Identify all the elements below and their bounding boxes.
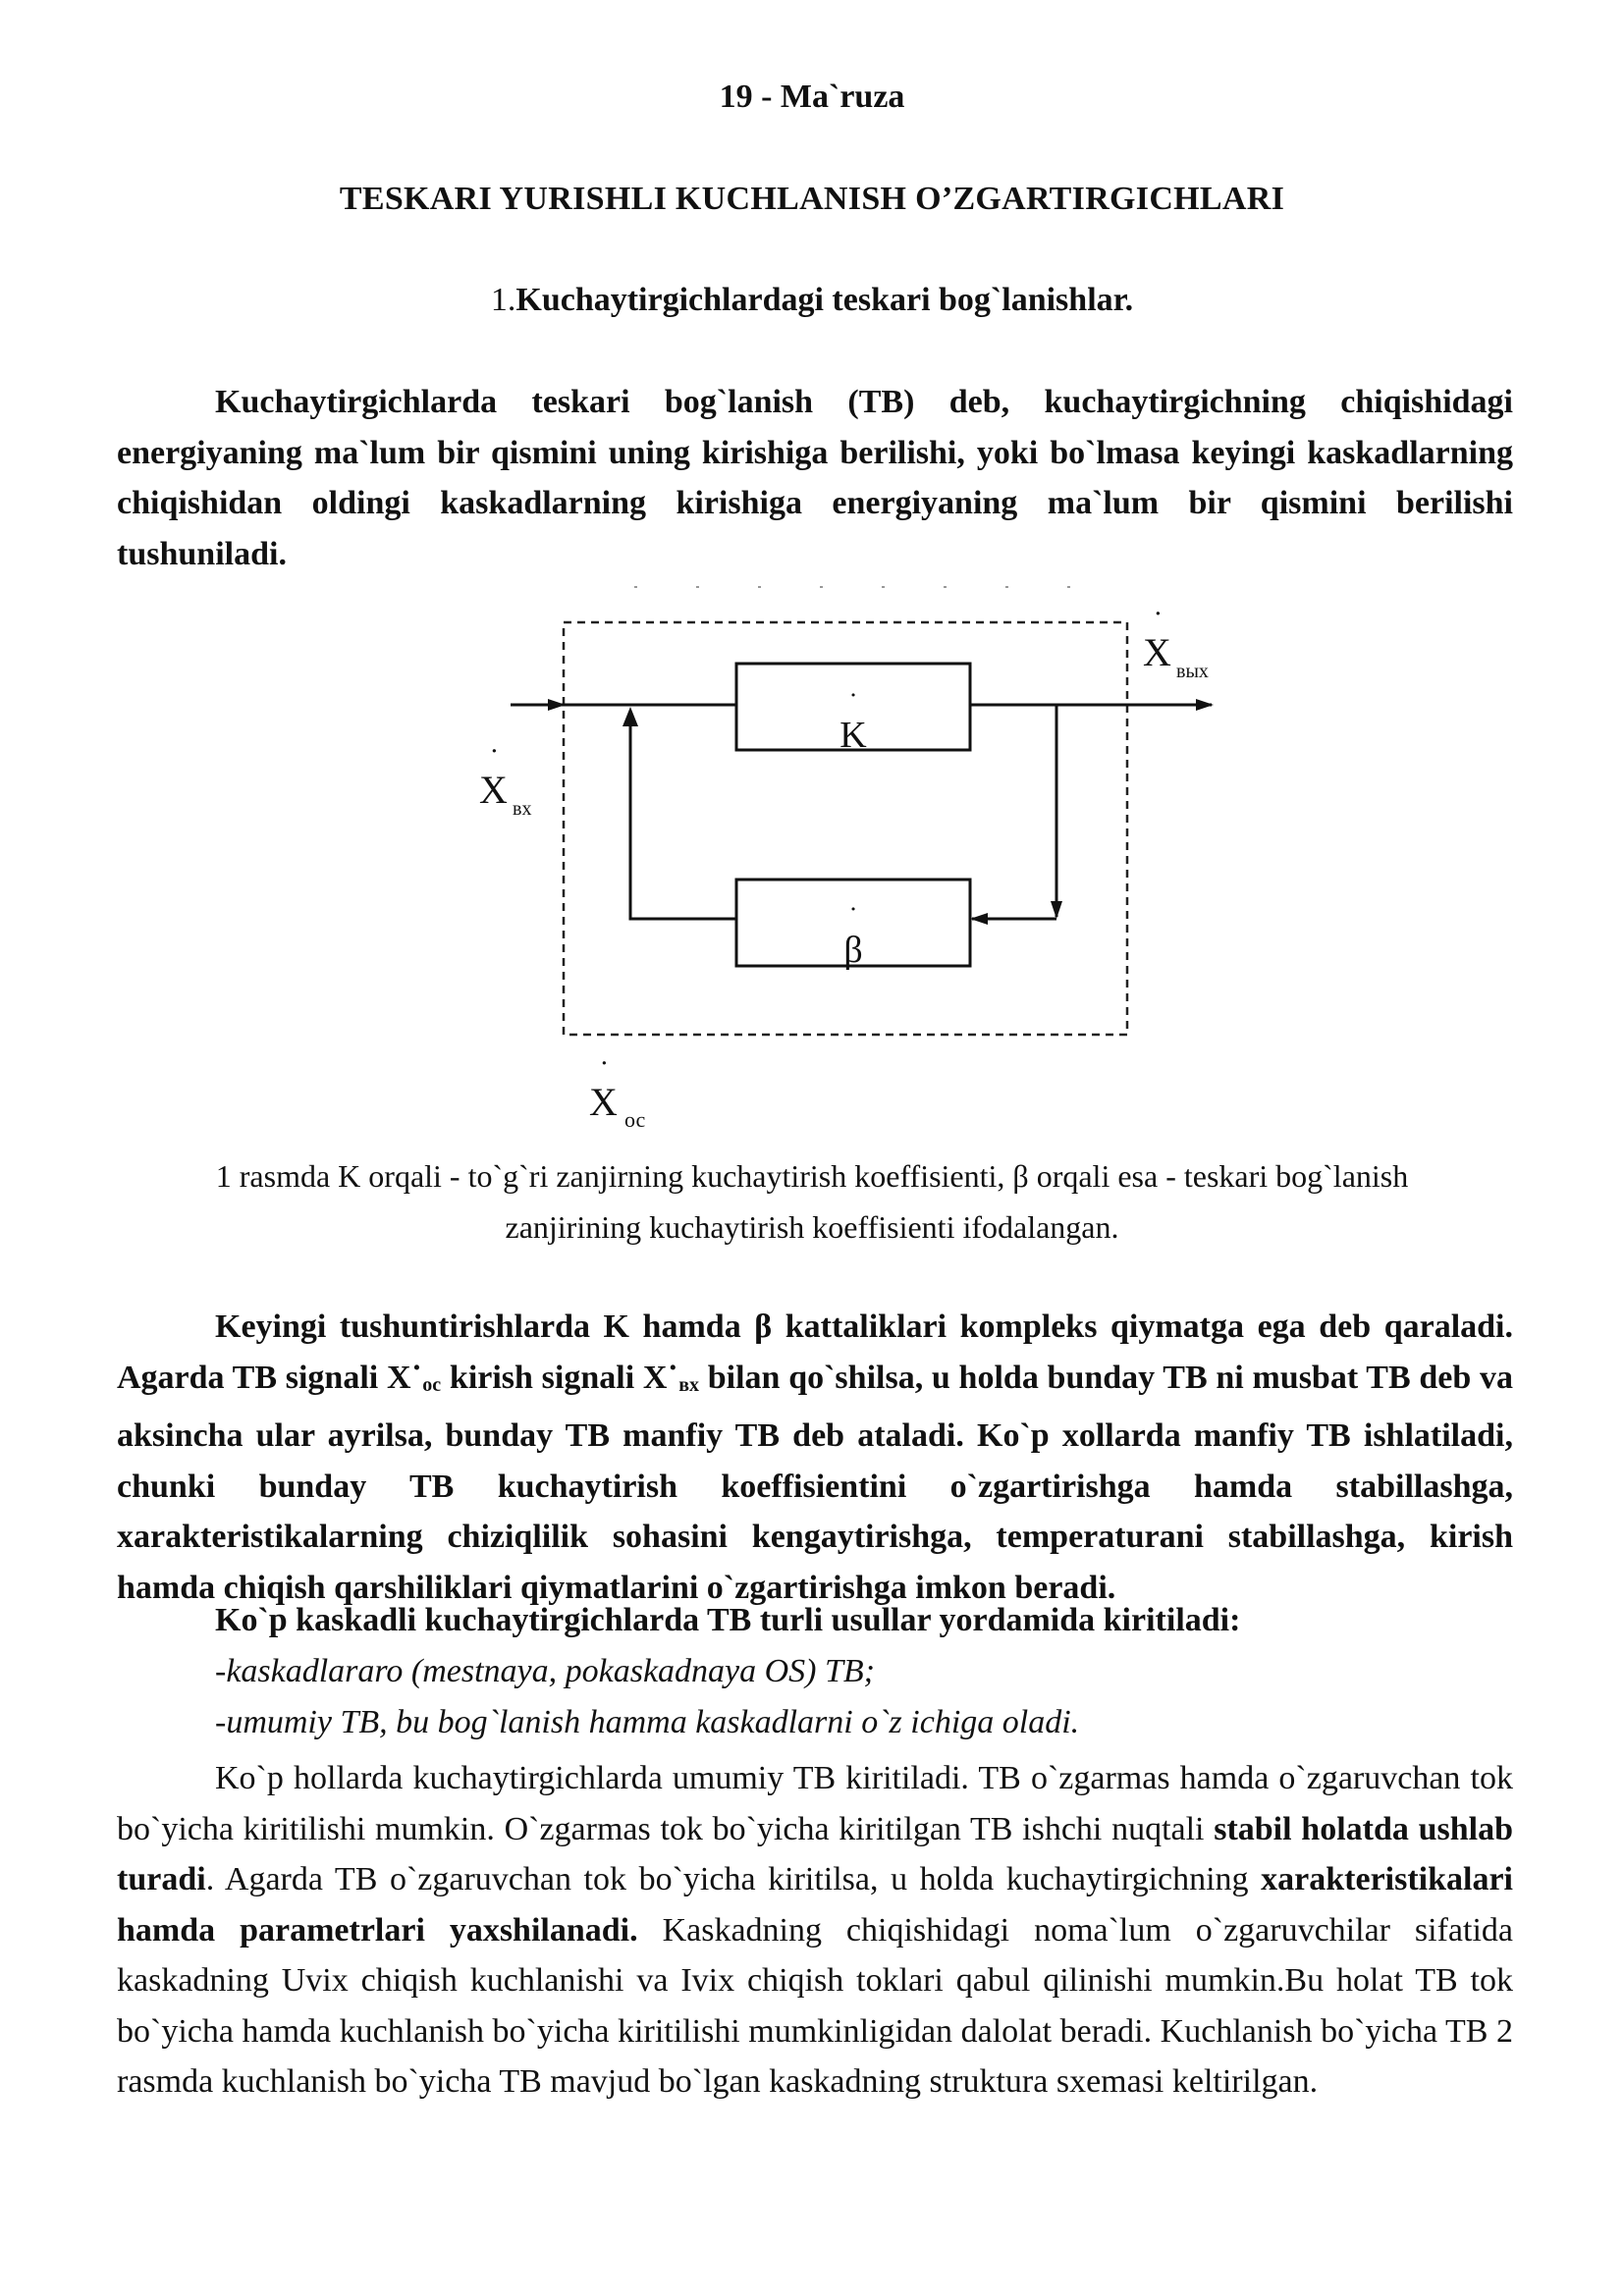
forward-block-label: K [839, 715, 867, 756]
method-item-global: -umumiy TB, bu bog`lanish hamma kaskadlarni o`z ichiga oladi. [215, 1704, 1080, 1740]
method-item-local: -kaskadlararo (mestnaya, pokaskadnaya OS) TB; [215, 1653, 875, 1689]
page-title: TESKARI YURISHLI KUCHLANISH O’ZGARTIRGICHLARI [339, 181, 1285, 217]
paragraph-text: Kaskadning chiqishidagi noma`lum o`zgaruvchilar sifatida kaskadning Uvix chiqish kuchlanishi va Ivix chiqish toklari qabul qilinishi mumkin.Bu holat TB tok bo`yicha hamda kuchlanish bo`yicha kiritilishi mumkinligidan dalolat beradi. Kuchlanish bo`yicha TB 2 rasmda kuchlanish bo`yicha TB mavjud bo`lgan kaskadning struktura sxemasi keltirilgan. [117, 1911, 1513, 2100]
input-signal-dot: ˙ [489, 741, 500, 776]
feedback-block-diagram [442, 567, 1227, 1147]
methods-intro-line: Ko`p kaskadli kuchaytirgichlarda TB turli usullar yordamida kiritiladi: [215, 1602, 1241, 1638]
feedback-arrowhead [623, 707, 638, 726]
paragraph-text: bilan qo`shilsa, u holda bunday TB ni musbat TB deb va aksincha ular ayrilsa, bunday TB manfiy TB deb ataladi. Ko`p xollarda manfiy TB ishlatiladi, chunki bunday TB kuchaytirish koeffisientini o`zgartirishga hamda stabillashga, xarakteristikalarning chiziqlilik sohasini kengaytirishga, temperaturani stabillashga, kirish hamda chiqish qarshiliklari qiymatlarini o`zgartirishga imkon beradi. [117, 1359, 1513, 1606]
input-signal-sub: вх [513, 798, 532, 820]
feedback-block-label: β [843, 930, 863, 971]
paragraph-signal-types [117, 1302, 1513, 1613]
emphasis-text: xarakteristikalari hamda parametrlari yaxshilanadi. [117, 1861, 1513, 1949]
input-signal-label: X [479, 768, 508, 812]
paragraph-text: Ko`p hollarda kuchaytirgichlarda umumiy TB kiritiladi. TB o`zgarmas hamda o`zgaruvchan tok bo`yicha kiritilishi mumkin. O`zgarmas tok bo`yicha kiritilgan TB ishchi nuqtali [117, 1760, 1513, 1847]
output-signal-dot: ˙ [1153, 604, 1164, 639]
figure-caption: 1 rasmda K orqali - to`g`ri zanjirning kuchaytirish koeffisienti, β orqali esa - teskari bog`lanish zanjirining kuchaytirish koeffisienti ifodalangan. [215, 1158, 1409, 1245]
emphasis-text: stabil holatda ushlab turadi [117, 1810, 1513, 1897]
feedback-signal-dot: ˙ [599, 1053, 610, 1089]
output-signal-sub: вых [1176, 661, 1209, 682]
lecture-number: 19 - Ma`ruza [719, 79, 905, 115]
forward-block-dot: ˙ [848, 687, 858, 720]
paragraph-text: kirish signali X˙ [441, 1359, 679, 1396]
feedback-signal-sub: ос [624, 1107, 646, 1132]
feedback-signal-label: X [589, 1080, 618, 1124]
section-number: 1. [490, 282, 516, 318]
paragraph-dc-ac-feedback [117, 1753, 1513, 2108]
paragraph-text: Keyingi tushuntirishlarda K hamda β kattaliklari kompleks qiymatga ega deb qaraladi. Agarda TB signali X˙ [117, 1308, 1513, 1396]
input-subscript: вх [678, 1373, 700, 1396]
feedback-block-dot: ˙ [848, 901, 858, 934]
paragraph-text: . Agarda TB o`zgaruvchan tok bo`yicha kiritilsa, u holda kuchaytirgichning [205, 1861, 1262, 1897]
section-heading [0, 282, 1624, 319]
output-signal-label: X [1143, 630, 1171, 674]
feedback-return-wire [630, 711, 736, 919]
intro-paragraph: Kuchaytirgichlarda teskari bog`lanish (TB) deb, kuchaytirgichning chiqishidagi energiyaning ma`lum bir qismini uning kirishiga berilishi, yoki bo`lmasa keyingi kaskadlarning chiqishidan oldingi kaskadlarning kirishiga energiyaning ma`lum bir qismini berilishi tushuniladi. [117, 384, 1513, 572]
section-title: Kuchaytirgichlardagi teskari bog`lanishlar. [515, 282, 1134, 318]
feedback-subscript: oc [422, 1373, 442, 1396]
